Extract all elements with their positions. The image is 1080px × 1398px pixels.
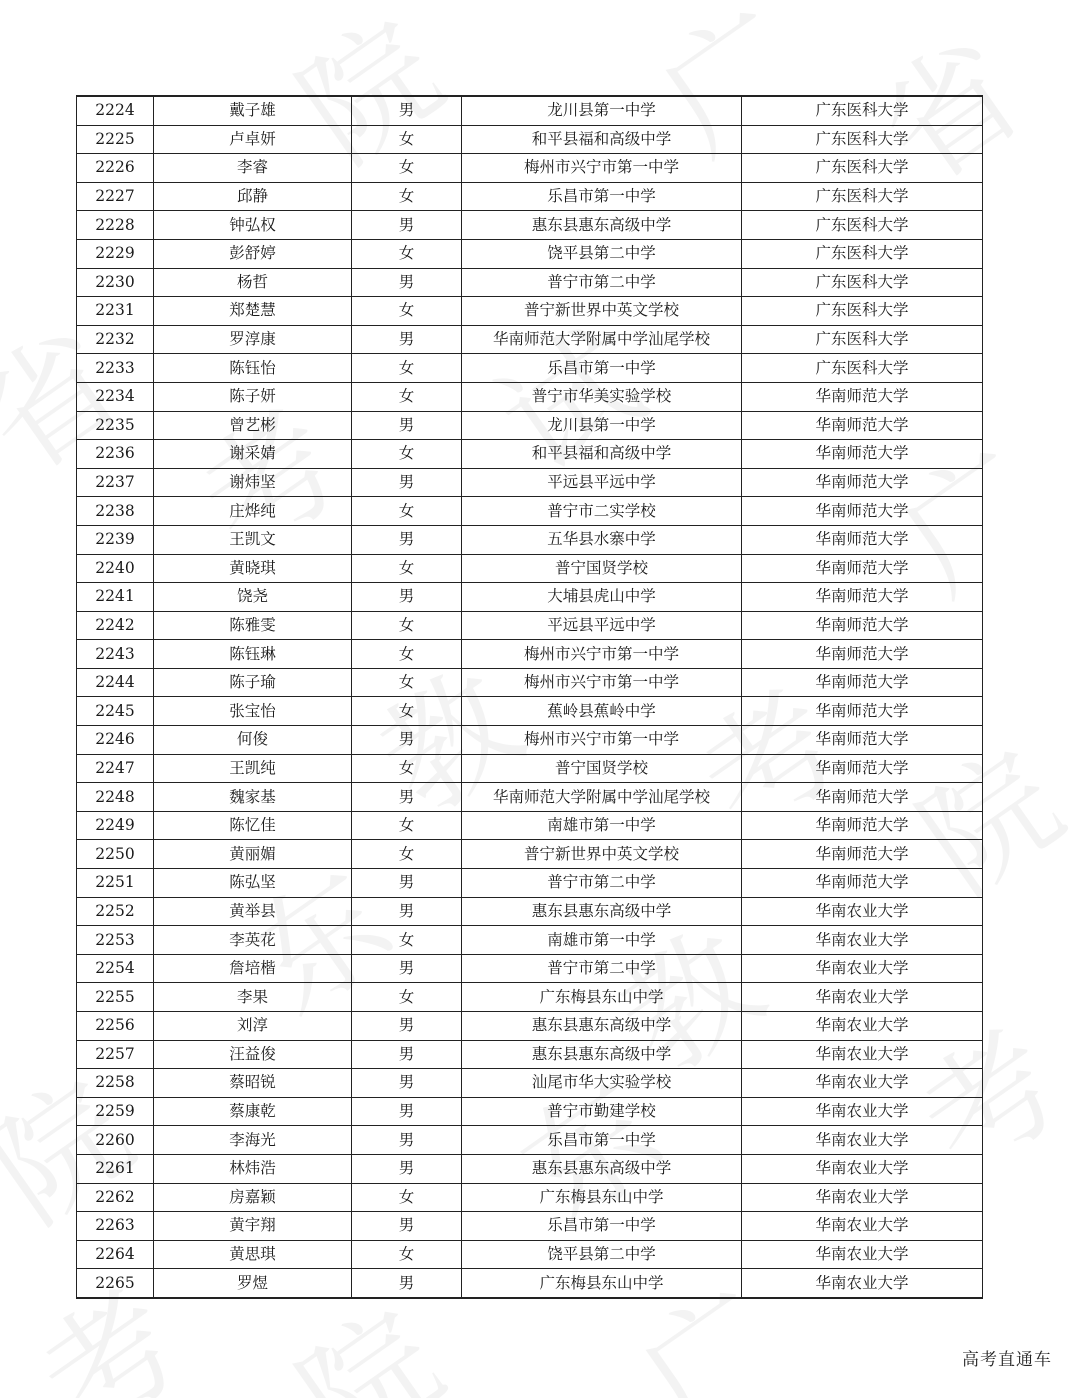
cell-school: 平远县平远中学 [462,468,742,497]
cell-gender: 女 [352,668,462,697]
table-row [77,668,983,697]
cell-number: 2263 [77,1212,154,1241]
table-row [77,726,983,755]
cell-number: 2249 [77,811,154,840]
cell-gender: 男 [352,583,462,612]
cell-number: 2227 [77,182,154,211]
table-row [77,297,983,326]
cell-school: 南雄市第一中学 [462,926,742,955]
table-row [77,411,983,440]
table-row [77,525,983,554]
table-row [77,1012,983,1041]
cell-school: 梅州市兴宁市第一中学 [462,668,742,697]
table-row [77,640,983,669]
cell-number: 2251 [77,869,154,898]
table-row [77,497,983,526]
cell-school: 乐昌市第一中学 [462,1126,742,1155]
cell-gender: 男 [352,1154,462,1183]
cell-gender: 女 [352,926,462,955]
cell-school: 广东梅县东山中学 [462,983,742,1012]
table-row [77,1240,983,1269]
cell-university: 华南农业大学 [742,1269,983,1298]
cell-university: 广东医科大学 [742,211,983,240]
cell-school: 惠东县惠东高级中学 [462,1154,742,1183]
cell-university: 华南农业大学 [742,1212,983,1241]
cell-name: 黄晓琪 [154,554,352,583]
cell-number: 2240 [77,554,154,583]
cell-gender: 男 [352,1040,462,1069]
cell-university: 华南师范大学 [742,525,983,554]
cell-name: 黄宇翔 [154,1212,352,1241]
table-row [77,811,983,840]
cell-name: 卢卓妍 [154,125,352,154]
cell-university: 华南农业大学 [742,983,983,1012]
cell-university: 华南农业大学 [742,1040,983,1069]
cell-school: 普宁国贤学校 [462,554,742,583]
cell-school: 乐昌市第一中学 [462,182,742,211]
cell-school: 广东梅县东山中学 [462,1269,742,1298]
table-row [77,211,983,240]
table-row [77,840,983,869]
cell-name: 杨哲 [154,268,352,297]
cell-school: 普宁市华美实验学校 [462,382,742,411]
cell-gender: 男 [352,325,462,354]
cell-university: 华南农业大学 [742,1126,983,1155]
cell-name: 谢炜坚 [154,468,352,497]
cell-number: 2245 [77,697,154,726]
cell-name: 陈忆佳 [154,811,352,840]
cell-university: 华南师范大学 [742,411,983,440]
cell-school: 华南师范大学附属中学汕尾学校 [462,325,742,354]
cell-school: 普宁新世界中英文学校 [462,297,742,326]
table-row [77,583,983,612]
cell-number: 2224 [77,96,154,125]
cell-university: 广东医科大学 [742,325,983,354]
cell-university: 华南师范大学 [742,668,983,697]
cell-university: 华南师范大学 [742,726,983,755]
cell-gender: 男 [352,897,462,926]
cell-university: 华南农业大学 [742,954,983,983]
table-row [77,1154,983,1183]
cell-name: 房嘉颖 [154,1183,352,1212]
table-row [77,1040,983,1069]
cell-university: 华南农业大学 [742,1069,983,1098]
cell-university: 广东医科大学 [742,268,983,297]
cell-name: 谢采婧 [154,440,352,469]
cell-number: 2234 [77,382,154,411]
cell-school: 惠东县惠东高级中学 [462,1012,742,1041]
cell-number: 2228 [77,211,154,240]
cell-name: 刘淳 [154,1012,352,1041]
roster-body [77,96,983,1298]
cell-gender: 女 [352,983,462,1012]
cell-school: 乐昌市第一中学 [462,1212,742,1241]
cell-gender: 男 [352,211,462,240]
cell-school: 和平县福和高级中学 [462,440,742,469]
cell-gender: 女 [352,1240,462,1269]
cell-name: 饶尧 [154,583,352,612]
cell-university: 华南师范大学 [742,754,983,783]
cell-name: 罗煜 [154,1269,352,1298]
cell-number: 2238 [77,497,154,526]
cell-name: 黄思琪 [154,1240,352,1269]
table-row [77,554,983,583]
cell-school: 华南师范大学附属中学汕尾学校 [462,783,742,812]
cell-number: 2253 [77,926,154,955]
table-row [77,926,983,955]
cell-gender: 男 [352,1097,462,1126]
cell-name: 李果 [154,983,352,1012]
cell-number: 2241 [77,583,154,612]
table-row [77,268,983,297]
cell-school: 南雄市第一中学 [462,811,742,840]
cell-gender: 女 [352,554,462,583]
cell-school: 五华县水寨中学 [462,525,742,554]
cell-school: 普宁新世界中英文学校 [462,840,742,869]
cell-number: 2229 [77,239,154,268]
cell-gender: 女 [352,811,462,840]
cell-number: 2236 [77,440,154,469]
cell-name: 魏家基 [154,783,352,812]
cell-university: 华南师范大学 [742,497,983,526]
cell-name: 林炜浩 [154,1154,352,1183]
cell-gender: 女 [352,125,462,154]
cell-university: 华南农业大学 [742,1097,983,1126]
cell-university: 华南师范大学 [742,783,983,812]
table-row [77,983,983,1012]
cell-university: 广东医科大学 [742,354,983,383]
cell-name: 李海光 [154,1126,352,1155]
cell-gender: 男 [352,1012,462,1041]
cell-school: 普宁国贤学校 [462,754,742,783]
cell-name: 庄烨纯 [154,497,352,526]
cell-name: 陈子妍 [154,382,352,411]
cell-school: 饶平县第二中学 [462,239,742,268]
table-row [77,1212,983,1241]
cell-number: 2258 [77,1069,154,1098]
cell-number: 2259 [77,1097,154,1126]
cell-name: 詹培楷 [154,954,352,983]
table-row [77,897,983,926]
cell-gender: 男 [352,1269,462,1298]
cell-number: 2265 [77,1269,154,1298]
cell-name: 黄举县 [154,897,352,926]
cell-number: 2232 [77,325,154,354]
cell-name: 汪益俊 [154,1040,352,1069]
cell-university: 华南师范大学 [742,554,983,583]
cell-name: 蔡昭锐 [154,1069,352,1098]
cell-university: 华南师范大学 [742,468,983,497]
cell-name: 戴子雄 [154,96,352,125]
cell-school: 惠东县惠东高级中学 [462,1040,742,1069]
cell-school: 普宁市第二中学 [462,954,742,983]
cell-university: 华南师范大学 [742,697,983,726]
table-row [77,354,983,383]
cell-number: 2250 [77,840,154,869]
cell-number: 2225 [77,125,154,154]
table-row [77,783,983,812]
cell-gender: 男 [352,1212,462,1241]
table-row [77,869,983,898]
cell-number: 2243 [77,640,154,669]
cell-school: 广东梅县东山中学 [462,1183,742,1212]
cell-name: 钟弘权 [154,211,352,240]
cell-number: 2256 [77,1012,154,1041]
cell-number: 2262 [77,1183,154,1212]
cell-school: 普宁市第二中学 [462,869,742,898]
cell-university: 华南农业大学 [742,1240,983,1269]
cell-university: 华南师范大学 [742,440,983,469]
cell-university: 华南师范大学 [742,869,983,898]
cell-number: 2247 [77,754,154,783]
cell-university: 广东医科大学 [742,154,983,183]
cell-university: 华南农业大学 [742,1154,983,1183]
table-row [77,382,983,411]
cell-name: 陈子瑜 [154,668,352,697]
cell-gender: 男 [352,1126,462,1155]
cell-number: 2264 [77,1240,154,1269]
cell-gender: 男 [352,1069,462,1098]
cell-university: 华南师范大学 [742,840,983,869]
cell-university: 广东医科大学 [742,96,983,125]
cell-university: 华南师范大学 [742,583,983,612]
cell-gender: 男 [352,468,462,497]
cell-school: 和平县福和高级中学 [462,125,742,154]
table-row [77,96,983,125]
table-row [77,1126,983,1155]
cell-school: 梅州市兴宁市第一中学 [462,154,742,183]
cell-name: 王凯文 [154,525,352,554]
cell-school: 梅州市兴宁市第一中学 [462,640,742,669]
cell-number: 2226 [77,154,154,183]
cell-number: 2244 [77,668,154,697]
cell-gender: 男 [352,783,462,812]
table-row [77,440,983,469]
cell-name: 王凯纯 [154,754,352,783]
cell-gender: 女 [352,611,462,640]
cell-university: 华南师范大学 [742,382,983,411]
cell-name: 郑楚慧 [154,297,352,326]
cell-school: 惠东县惠东高级中学 [462,897,742,926]
cell-university: 华南农业大学 [742,897,983,926]
cell-school: 龙川县第一中学 [462,96,742,125]
cell-university: 华南师范大学 [742,640,983,669]
cell-number: 2255 [77,983,154,1012]
cell-gender: 男 [352,726,462,755]
cell-gender: 女 [352,754,462,783]
cell-name: 陈钰怡 [154,354,352,383]
cell-name: 蔡康乾 [154,1097,352,1126]
cell-number: 2237 [77,468,154,497]
table-row [77,1097,983,1126]
table-row [77,1183,983,1212]
cell-school: 大埔县虎山中学 [462,583,742,612]
cell-number: 2254 [77,954,154,983]
cell-number: 2257 [77,1040,154,1069]
cell-gender: 女 [352,154,462,183]
cell-university: 华南师范大学 [742,811,983,840]
cell-school: 汕尾市华大实验学校 [462,1069,742,1098]
cell-gender: 男 [352,525,462,554]
cell-gender: 女 [352,182,462,211]
table-row [77,1269,983,1298]
cell-number: 2230 [77,268,154,297]
cell-school: 普宁市二实学校 [462,497,742,526]
cell-school: 普宁市勤建学校 [462,1097,742,1126]
cell-number: 2231 [77,297,154,326]
table-row [77,239,983,268]
cell-gender: 男 [352,411,462,440]
table-row [77,325,983,354]
cell-gender: 女 [352,697,462,726]
footer-brand-label: 高考直通车 [962,1350,1052,1370]
table-row [77,697,983,726]
cell-gender: 女 [352,640,462,669]
cell-school: 普宁市第二中学 [462,268,742,297]
admission-roster-table [76,95,983,1299]
table-row [77,611,983,640]
cell-university: 华南农业大学 [742,1012,983,1041]
cell-name: 彭舒婷 [154,239,352,268]
cell-name: 李睿 [154,154,352,183]
cell-name: 何俊 [154,726,352,755]
cell-gender: 女 [352,840,462,869]
cell-gender: 女 [352,497,462,526]
cell-university: 华南农业大学 [742,926,983,955]
cell-gender: 女 [352,1183,462,1212]
cell-gender: 男 [352,268,462,297]
table-row [77,954,983,983]
table-row [77,754,983,783]
cell-university: 华南农业大学 [742,1183,983,1212]
cell-gender: 女 [352,382,462,411]
cell-school: 乐昌市第一中学 [462,354,742,383]
cell-gender: 女 [352,440,462,469]
cell-university: 广东医科大学 [742,125,983,154]
cell-number: 2252 [77,897,154,926]
cell-name: 邱静 [154,182,352,211]
cell-gender: 女 [352,297,462,326]
cell-number: 2233 [77,354,154,383]
table-row [77,125,983,154]
table-row [77,182,983,211]
cell-name: 陈钰琳 [154,640,352,669]
cell-university: 华南师范大学 [742,611,983,640]
cell-gender: 男 [352,869,462,898]
cell-school: 蕉岭县蕉岭中学 [462,697,742,726]
cell-school: 惠东县惠东高级中学 [462,211,742,240]
cell-number: 2235 [77,411,154,440]
cell-gender: 男 [352,954,462,983]
cell-name: 罗淳康 [154,325,352,354]
cell-number: 2242 [77,611,154,640]
cell-name: 陈雅雯 [154,611,352,640]
cell-number: 2246 [77,726,154,755]
cell-gender: 女 [352,239,462,268]
cell-number: 2239 [77,525,154,554]
cell-gender: 女 [352,354,462,383]
cell-name: 陈弘坚 [154,869,352,898]
table-row [77,468,983,497]
cell-name: 李英花 [154,926,352,955]
cell-number: 2248 [77,783,154,812]
cell-school: 梅州市兴宁市第一中学 [462,726,742,755]
cell-gender: 男 [352,96,462,125]
cell-university: 广东医科大学 [742,239,983,268]
cell-name: 黄丽媚 [154,840,352,869]
cell-school: 龙川县第一中学 [462,411,742,440]
cell-number: 2261 [77,1154,154,1183]
cell-number: 2260 [77,1126,154,1155]
table-row [77,154,983,183]
cell-name: 张宝怡 [154,697,352,726]
cell-name: 曾艺彬 [154,411,352,440]
cell-school: 平远县平远中学 [462,611,742,640]
cell-university: 广东医科大学 [742,297,983,326]
cell-university: 广东医科大学 [742,182,983,211]
cell-school: 饶平县第二中学 [462,1240,742,1269]
table-row [77,1069,983,1098]
